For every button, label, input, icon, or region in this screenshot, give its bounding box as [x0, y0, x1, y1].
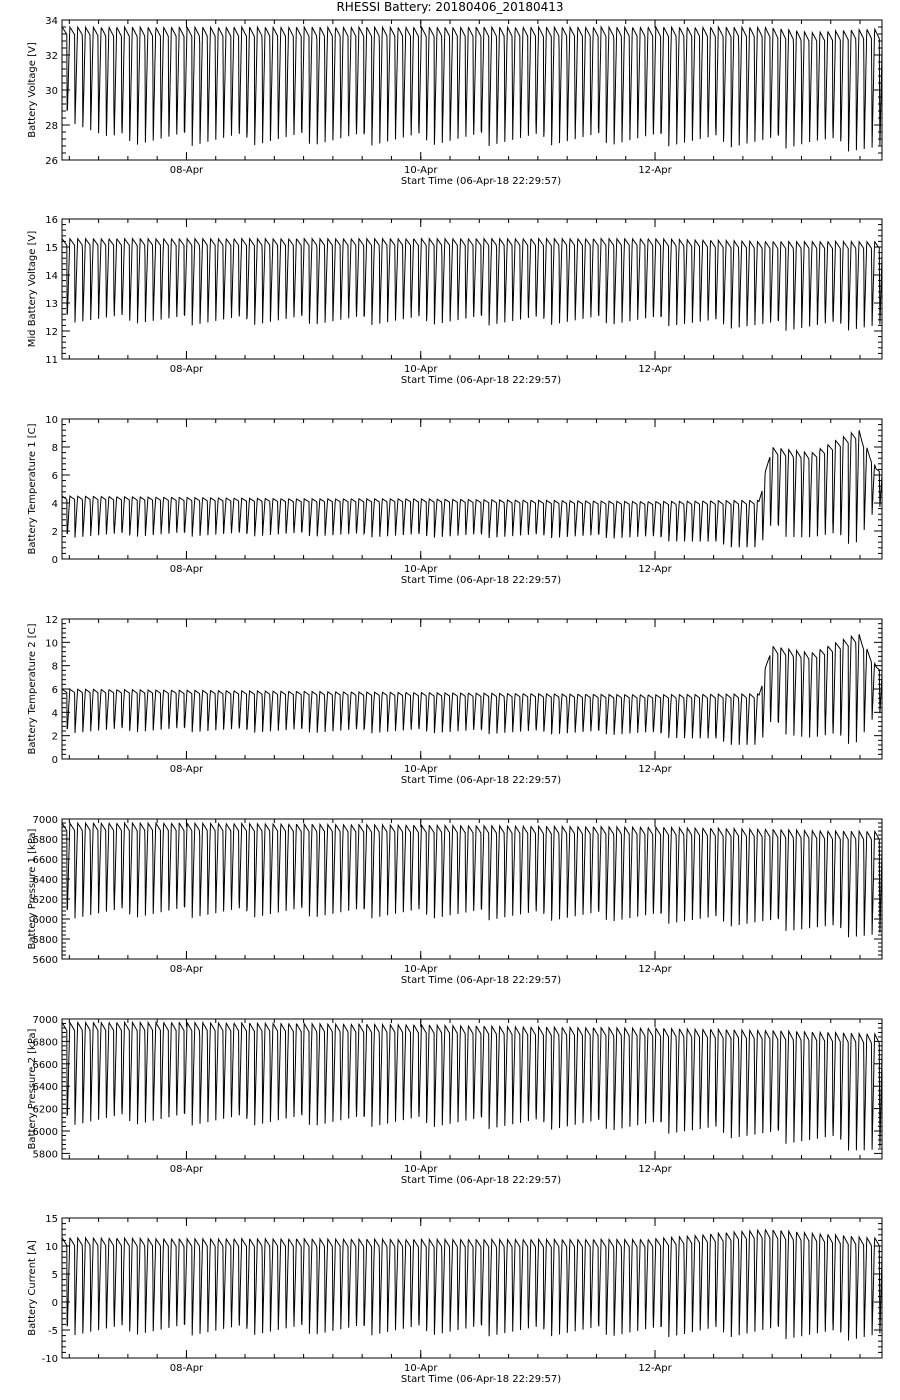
x-tick-label: 10-Apr: [404, 564, 438, 575]
y-tick-label: 4: [51, 499, 58, 510]
x-tick-label: 12-Apr: [638, 364, 672, 375]
x-axis-label: Start Time (06-Apr-18 22:29:57): [400, 375, 562, 386]
y-tick-label: 26: [45, 156, 58, 167]
x-tick-label: 12-Apr: [638, 1363, 672, 1374]
chart-panel-4: [27, 615, 882, 786]
y-tick-label: 6800: [32, 1037, 58, 1049]
x-axis-label: Start Time (06-Apr-18 22:29:57): [400, 975, 562, 986]
plot-frame: [62, 619, 882, 759]
y-tick-label: 5800: [32, 1149, 58, 1161]
chart-panel-7: [27, 1214, 882, 1385]
y-tick-label: 12: [45, 327, 58, 338]
y-tick-label: 12: [45, 615, 58, 626]
y-tick-label: 6600: [32, 855, 58, 866]
series-line: [62, 1230, 882, 1341]
series-line: [62, 634, 882, 745]
y-tick-label: 11: [45, 355, 58, 366]
y-tick-label: 4: [51, 708, 58, 720]
x-tick-label: 08-Apr: [169, 964, 204, 975]
y-tick-label: 10: [45, 1242, 58, 1253]
y-tick-label: 5800: [32, 935, 58, 946]
x-tick-label: 10-Apr: [404, 1363, 438, 1374]
y-tick-label: -10: [41, 1354, 58, 1365]
y-tick-label: -5: [48, 1326, 58, 1337]
x-tick-label: 10-Apr: [404, 1164, 438, 1175]
x-tick-label: 12-Apr: [638, 964, 672, 975]
x-tick-label: 08-Apr: [169, 1164, 204, 1175]
x-axis-label: Start Time (06-Apr-18 22:29:57): [400, 176, 562, 187]
y-tick-label: 0: [51, 755, 58, 766]
y-axis-label: Battery Temperature 1 [C]: [27, 423, 38, 555]
y-tick-label: 0: [51, 555, 58, 566]
series-line: [62, 430, 882, 547]
y-tick-label: 6200: [32, 1104, 58, 1116]
x-tick-label: 10-Apr: [404, 364, 438, 375]
y-tick-label: 6000: [32, 1127, 58, 1138]
y-tick-label: 10: [45, 415, 58, 426]
chart-panel-5: [27, 815, 882, 986]
y-tick-label: 6: [51, 471, 58, 482]
y-tick-label: 6: [51, 685, 58, 696]
y-axis-label: Battery Voltage [V]: [27, 42, 38, 138]
x-tick-label: 10-Apr: [404, 964, 438, 975]
y-tick-label: 0: [51, 1298, 58, 1309]
x-tick-label: 08-Apr: [169, 165, 204, 176]
y-tick-label: 6400: [32, 875, 58, 886]
y-tick-label: 15: [45, 1214, 58, 1225]
y-tick-label: 6200: [32, 895, 58, 906]
series-line: [62, 823, 882, 937]
y-axis-label: Mid Battery Voltage [V]: [27, 230, 38, 348]
y-tick-label: 6000: [32, 915, 58, 926]
plot-frame: [62, 1218, 882, 1358]
y-axis-label: Battery Pressure 1 [kPa]: [27, 828, 38, 950]
y-tick-label: 14: [45, 271, 58, 282]
y-tick-label: 6400: [32, 1082, 58, 1094]
y-tick-label: 6600: [32, 1059, 58, 1071]
x-tick-label: 10-Apr: [404, 764, 438, 775]
x-tick-label: 08-Apr: [169, 764, 204, 775]
x-tick-label: 08-Apr: [169, 564, 204, 575]
y-tick-label: 5: [51, 1270, 58, 1281]
series-line: [62, 239, 882, 331]
x-tick-label: 12-Apr: [638, 764, 672, 775]
chart-panel-1: [27, 16, 882, 187]
x-tick-label: 10-Apr: [404, 165, 438, 176]
y-tick-label: 6800: [32, 835, 58, 846]
x-tick-label: 08-Apr: [169, 364, 204, 375]
y-tick-label: 16: [45, 215, 58, 226]
y-tick-label: 5600: [32, 955, 58, 966]
figure-title: RHESSI Battery: 20180406_20180413: [336, 0, 564, 14]
x-axis-label: Start Time (06-Apr-18 22:29:57): [400, 1374, 562, 1385]
y-tick-label: 7000: [32, 1015, 58, 1026]
y-tick-label: 2: [51, 731, 58, 743]
y-axis-label: Battery Temperature 2 [C]: [27, 623, 38, 755]
y-axis-label: Battery Pressure 2 [kPa]: [27, 1028, 38, 1150]
series-line: [62, 27, 882, 151]
y-tick-label: 7000: [32, 815, 58, 826]
y-axis-label: Battery Current [A]: [27, 1240, 38, 1336]
y-tick-label: 10: [45, 638, 58, 650]
x-tick-label: 12-Apr: [638, 1164, 672, 1175]
plot-frame: [62, 419, 882, 559]
plot-frame: [62, 20, 882, 160]
x-axis-label: Start Time (06-Apr-18 22:29:57): [400, 775, 562, 786]
y-tick-label: 8: [51, 661, 58, 673]
y-tick-label: 8: [51, 443, 58, 454]
y-tick-label: 28: [45, 121, 58, 132]
x-axis-label: Start Time (06-Apr-18 22:29:57): [400, 575, 562, 586]
y-tick-label: 13: [45, 299, 58, 310]
x-tick-label: 12-Apr: [638, 564, 672, 575]
chart-panel-3: [27, 415, 882, 586]
y-tick-label: 32: [45, 51, 58, 62]
series-line: [62, 1022, 882, 1150]
chart-panel-2: [27, 215, 882, 386]
y-tick-label: 2: [51, 527, 58, 538]
x-axis-label: Start Time (06-Apr-18 22:29:57): [400, 1175, 562, 1186]
chart-panel-6: [27, 1015, 882, 1186]
x-tick-label: 08-Apr: [169, 1363, 204, 1374]
y-tick-label: 30: [45, 86, 58, 97]
x-tick-label: 12-Apr: [638, 165, 672, 176]
y-tick-label: 34: [45, 16, 58, 27]
y-tick-label: 15: [45, 243, 58, 254]
